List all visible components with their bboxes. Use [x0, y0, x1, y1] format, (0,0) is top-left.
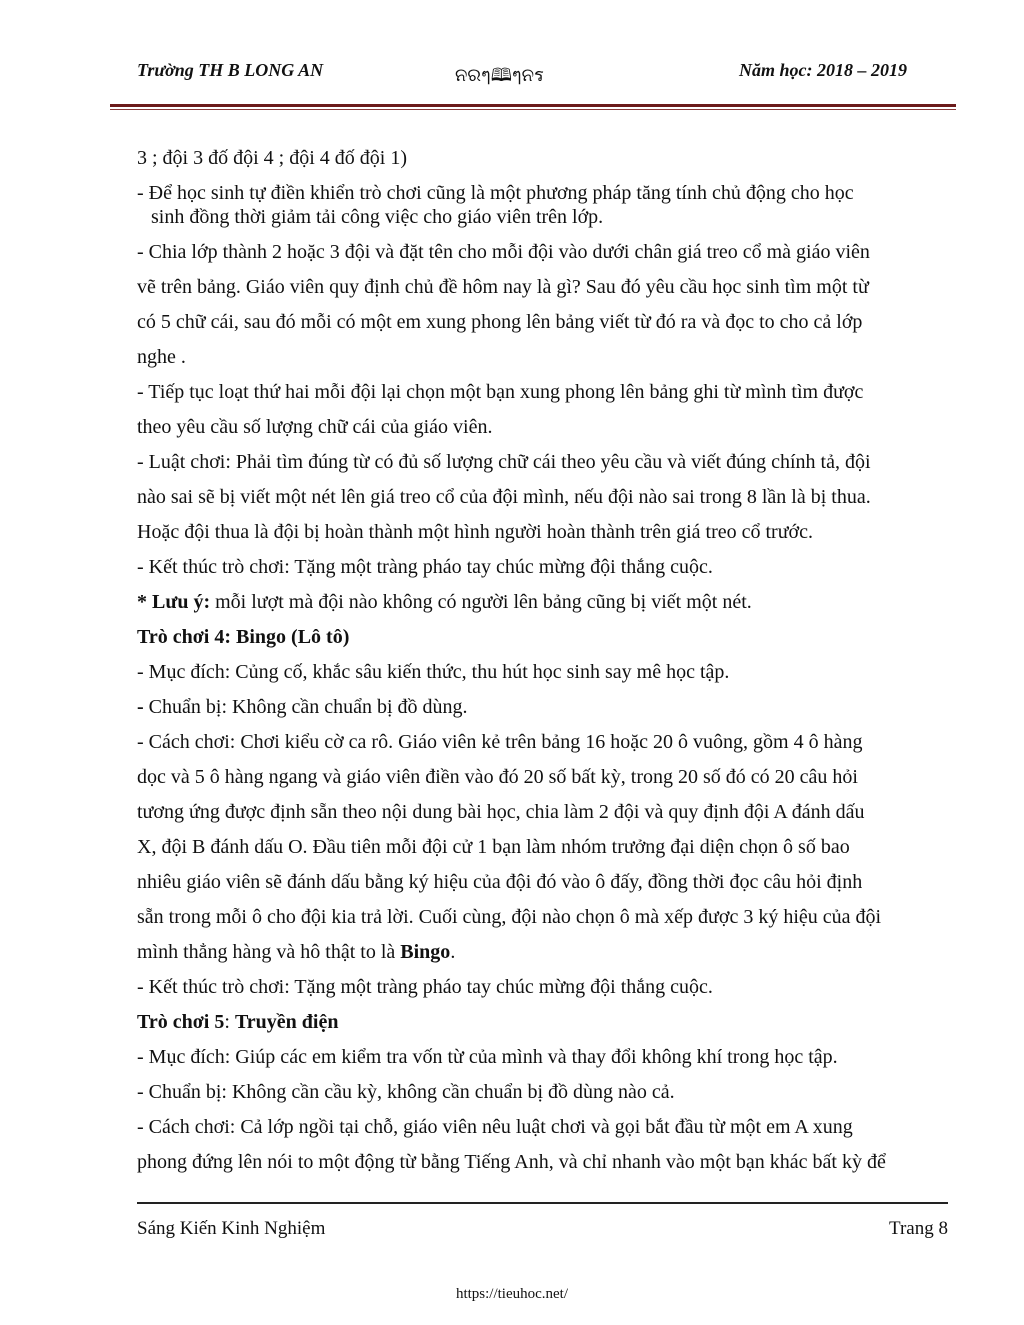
body-text: Chuẩn bị: Không cần chuẩn bị đồ dùng. [143, 696, 468, 718]
section-heading-game-5 [137, 1008, 957, 1043]
heading-sep: : [224, 1011, 235, 1033]
body-line: nào sai sẽ bị viết một nét lên giá treo cổ của đội mình, nếu đội nào sai trong 8 lần là bị thua. [137, 486, 871, 508]
body-line: - Cách chơi: Chơi kiểu cờ ca rô. Giáo viên kẻ trên bảng 16 hoặc 20 ô vuông, gồm 4 ô hàng [137, 731, 863, 753]
header-rule-thin [110, 109, 956, 110]
note-text: mỗi lượt mà đội nào không có người lên bảng cũng bị viết một nét. [210, 591, 752, 613]
body-line: theo yêu cầu số lượng chữ cái của giáo viên. [137, 416, 493, 438]
note-label: * Lưu ý: [137, 591, 211, 613]
body-line: - Mục đích: Củng cố, khắc sâu kiến thức, thu hút học sinh say mê học tập. [137, 661, 730, 683]
body-line: vẽ trên bảng. Giáo viên quy định chủ đề hôm nay là gì? Sau đó yêu cầu học sinh tìm một từ [137, 276, 869, 298]
body-line: X, đội B đánh dấu O. Đầu tiên mỗi đội cử 1 bạn làm nhóm trưởng đại diện chọn ô số bao [137, 836, 850, 858]
source-url[interactable]: https://tieuhoc.net/ [455, 1286, 569, 1302]
body-line: nghe . [137, 346, 186, 368]
body-line: 3 ; đội 3 đố đội 4 ; đội 4 đố đội 1) [137, 147, 407, 169]
dash-bold: - [137, 696, 144, 718]
body-line: - Chuẩn bị: Không cần cầu kỳ, không cần chuẩn bị đồ dùng nào cả. [137, 1081, 675, 1103]
header-school-year: Năm học: 2018 – 2019 [739, 60, 907, 80]
body-line: phong đứng lên nói to một động từ bằng Tiếng Anh, và chỉ nhanh vào một bạn khác bất kỳ để [137, 1151, 886, 1173]
body-line: tương ứng được định sẵn theo nội dung bài học, chia làm 2 đội và quy định đội A đánh dấu [137, 801, 865, 823]
body-line: - Mục đích: Giúp các em kiểm tra vốn từ của mình và thay đổi không khí trong học tập. [137, 1046, 838, 1068]
header-ornament: ନରๆ🕮ๆନร [455, 65, 544, 85]
page-header [137, 60, 907, 90]
body-line: - Để học sinh tự điền khiển trò chơi cũng là một phương pháp tăng tính chủ động cho học [137, 182, 854, 204]
body-line: sinh đồng thời giảm tải công việc cho giáo viên trên lớp. [151, 206, 604, 228]
body-line [137, 938, 957, 973]
body-line: - Tiếp tục loạt thứ hai mỗi đội lại chọn một bạn xung phong lên bảng ghi từ mình tìm được [137, 381, 864, 403]
footer-rule [137, 1202, 948, 1204]
heading-part: Truyền điện [234, 1011, 339, 1033]
body-text: mình thẳng hàng và hô thật to là [137, 941, 401, 963]
header-school: Trường TH B LONG AN [137, 60, 324, 80]
body-line: Hoặc đội thua là đội bị hoàn thành một hình người hoàn thành trên giá treo cổ trước. [137, 521, 814, 543]
section-heading-game-4: Trò chơi 4: Bingo (Lô tô) [137, 626, 350, 648]
footer-title: Sáng Kiến Kinh Nghiệm [137, 1218, 326, 1239]
page-body [137, 144, 957, 1183]
heading-part: Trò chơi 5 [137, 1011, 225, 1033]
body-line: sẵn trong mỗi ô cho đội kia trả lời. Cuối cùng, đội nào chọn ô mà xếp được 3 ký hiệu của đội [137, 906, 882, 928]
body-line: - Kết thúc trò chơi: Tặng một tràng pháo tay chúc mừng đội thắng cuộc. [137, 556, 713, 578]
page-number: Trang 8 [889, 1218, 948, 1239]
body-line [137, 693, 957, 728]
bingo-word: Bingo [400, 941, 451, 963]
body-line: có 5 chữ cái, sau đó mỗi có một em xung phong lên bảng viết từ đó ra và đọc to cho cả lớp [137, 311, 863, 333]
body-text: . [450, 941, 456, 963]
body-line: - Luật chơi: Phải tìm đúng từ có đủ số lượng chữ cái theo yêu cầu và viết đúng chính tả, đội [137, 451, 871, 473]
body-line: - Cách chơi: Cả lớp ngồi tại chỗ, giáo viên nêu luật chơi và gọi bắt đầu từ một em A xung [137, 1116, 853, 1138]
body-line: - Kết thúc trò chơi: Tặng một tràng pháo tay chúc mừng đội thắng cuộc. [137, 976, 713, 998]
note-line [137, 588, 957, 623]
body-line: - Chia lớp thành 2 hoặc 3 đội và đặt tên cho mỗi đội vào dưới chân giá treo cổ mà giáo viên [137, 241, 870, 263]
body-line: nhiêu giáo viên sẽ đánh dấu bằng ký hiệu của đội đó vào ô đấy, đồng thời đọc câu hỏi định [137, 871, 863, 893]
body-line: dọc và 5 ô hàng ngang và giáo viên điền vào đó 20 số bất kỳ, trong 20 số đó có 20 câu hỏi [137, 766, 858, 788]
header-rule [110, 104, 956, 107]
